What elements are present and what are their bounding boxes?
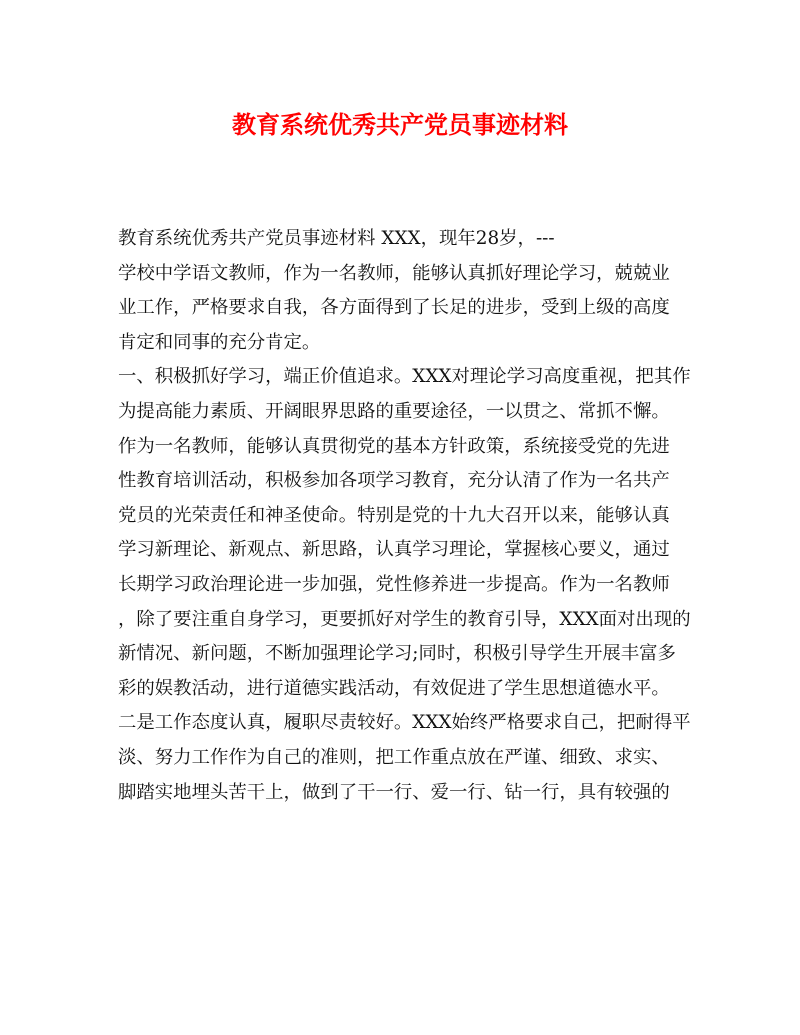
body-line: 长期学习政治理论进一步加强，党性修养进一步提高。作为一名教师 [118, 573, 670, 595]
body-line: 新情况、新问题，不断加强理论学习;同时，积极引导学生开展丰富多 [118, 643, 676, 665]
body-line: 彩的娱教活动，进行道德实践活动，有效促进了学生思想道德水平。 [118, 677, 670, 699]
body-line: 学习新理论、新观点、新思路，认真学习理论，掌握核心要义，通过 [118, 539, 670, 561]
body-line: 教育系统优秀共产党员事迹材料 XXX，现年28岁，--- [118, 228, 555, 249]
body-line: 学校中学语文教师，作为一名教师，能够认真抓好理论学习，兢兢业 [118, 262, 670, 284]
body-line: 肯定和同事的充分肯定。 [118, 331, 321, 353]
body-line: 业工作，严格要求自我，各方面得到了长足的进步，受到上级的高度 [118, 297, 670, 319]
body-line: 党员的光荣责任和神圣使命。特别是党的十九大召开以来，能够认真 [118, 504, 670, 526]
body-line: 脚踏实地埋头苦干上，做到了干一行、爱一行、钻一行，具有较强的 [118, 781, 670, 803]
body-line: 作为一名教师，能够认真贯彻党的基本方针政策，系统接受党的先进 [118, 435, 670, 457]
body-line: ，除了要注重自身学习，更要抓好对学生的教育引导，XXX面对出现的 [118, 608, 691, 630]
body-line: 一、积极抓好学习，端正价值追求。XXX对理论学习高度重视，把其作 [118, 366, 691, 388]
body-line: 淡、努力工作作为自己的准则，把工作重点放在严谨、细致、求实、 [118, 746, 670, 768]
body-line: 性教育培训活动，积极参加各项学习教育，充分认清了作为一名共产 [118, 470, 670, 492]
document-body [118, 222, 693, 810]
body-line: 二是工作态度认真，履职尽责较好。XXX始终严格要求自己，把耐得平 [118, 712, 691, 734]
document-title: 教育系统优秀共产党员事迹材料 [232, 110, 568, 139]
body-line: 为提高能力素质、开阔眼界思路的重要途径，一以贯之、常抓不懈。 [118, 400, 670, 422]
